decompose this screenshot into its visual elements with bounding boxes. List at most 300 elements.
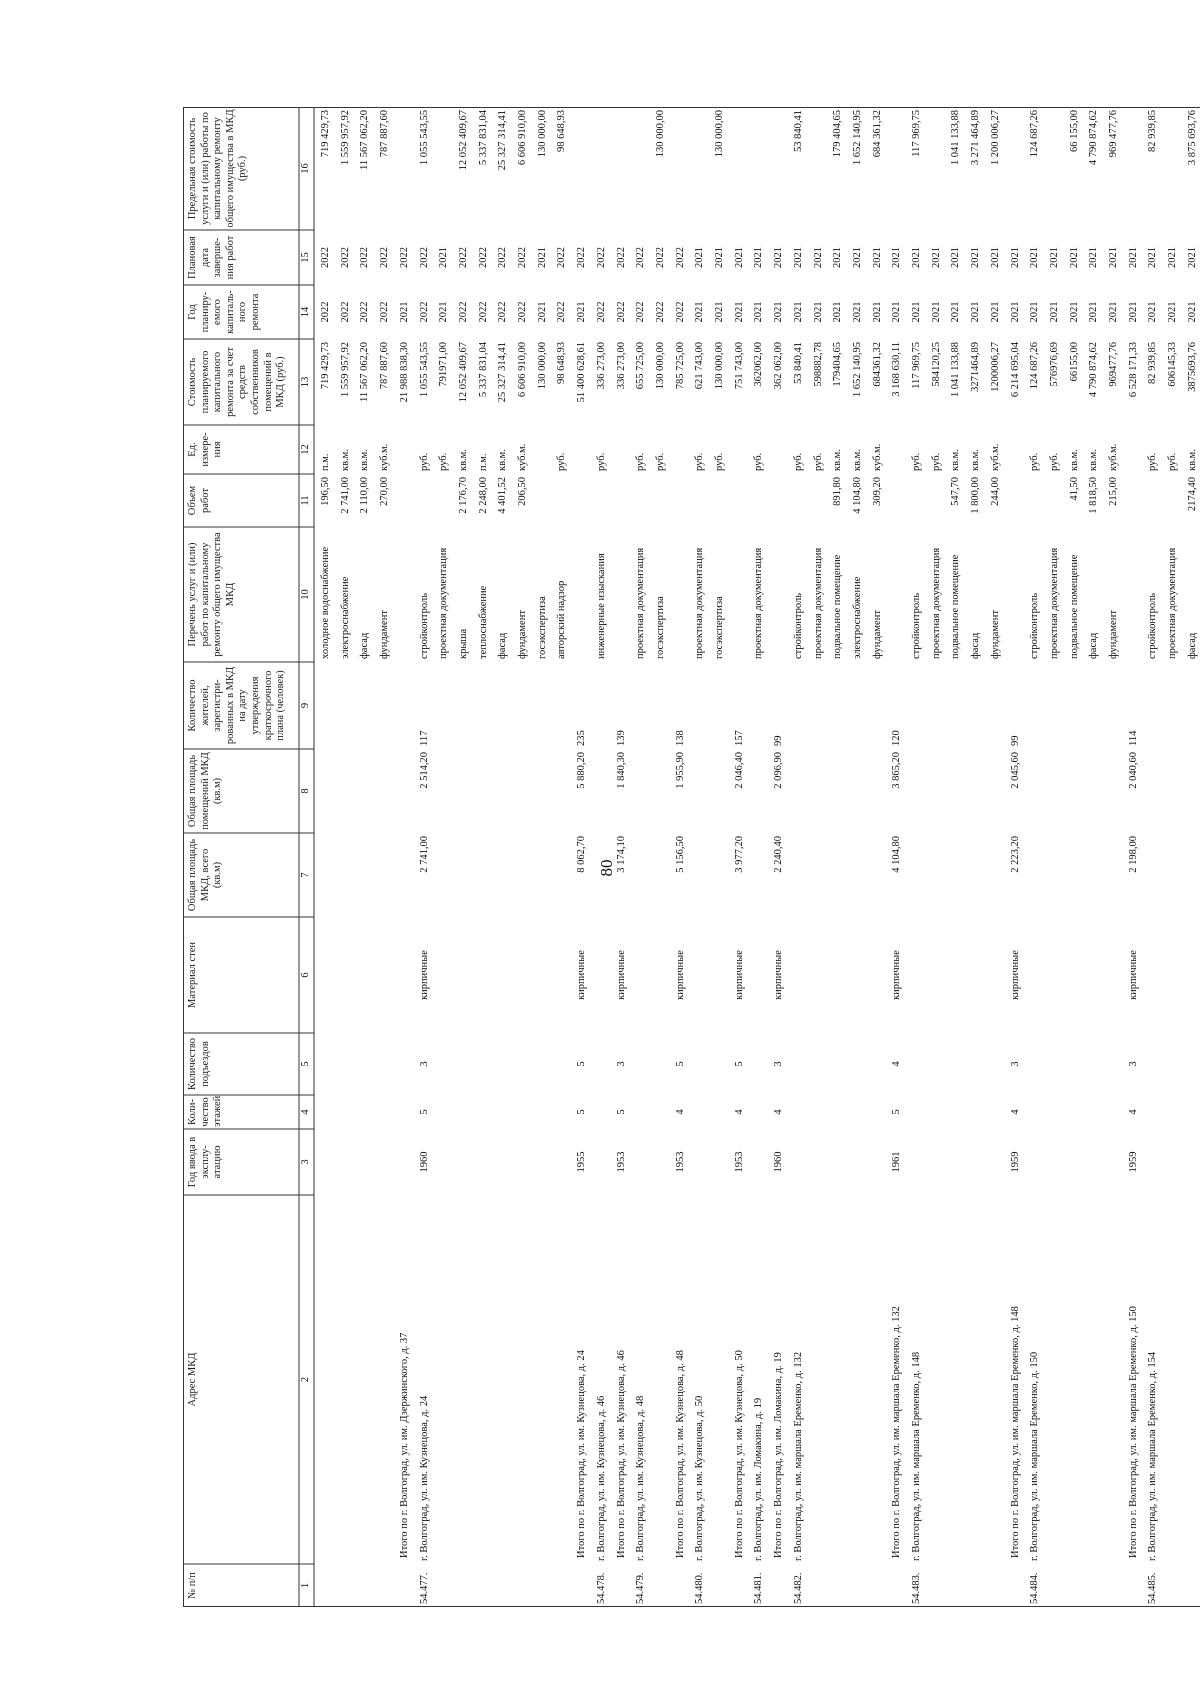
table-cell: 1200006,27 <box>989 342 1001 392</box>
column-header: Ед. измере-ния <box>187 432 224 467</box>
address-cell: г. Волгоград, ул. им. Ломакина, д. 19 <box>753 1397 765 1561</box>
table-cell: госэкспертиза <box>714 596 725 659</box>
table-cell: 3875693,76 <box>1186 342 1198 392</box>
table-cell: 130 000,00 <box>536 110 548 158</box>
table-cell: 2021 <box>832 301 844 323</box>
table-cell: 2021 <box>1147 301 1159 323</box>
table-cell: 54.483. <box>911 1572 922 1604</box>
rotated-table-sheet <box>183 107 1200 1607</box>
table-cell: 1960 <box>418 1151 430 1173</box>
column-header: Общая площадь МКД, всего (кв.м) <box>187 838 224 912</box>
table-cell: 2 741,00 <box>339 477 351 514</box>
table-cell: 2022 <box>359 247 371 268</box>
table-cell: 2021 <box>773 301 785 323</box>
table-cell: 2 096,90 <box>773 752 785 789</box>
table-cell: 2021 <box>1068 247 1080 268</box>
table-cell: 130 000,00 <box>654 110 666 158</box>
table-cell: куб.м. <box>871 443 883 471</box>
table-cell: 2021 <box>1108 247 1119 268</box>
table-cell: 2021 <box>891 301 903 323</box>
column-header: Стоимость планируемого капитального ремонта за счет средств собственников помещений в МКД (руб.) <box>187 347 287 417</box>
table-cell: 2021 <box>911 247 922 268</box>
column-header: Количество жителей, зарегистри-рованных в МКД на дату утверждения краткосрочного плана (человек) <box>187 666 287 745</box>
column-header: Год ввода в эксплу-атацию <box>187 1136 224 1188</box>
table-cell: 2022 <box>556 301 568 323</box>
table-cell: 584120,25 <box>930 342 942 387</box>
table-cell: куб.м. <box>379 443 391 471</box>
table-cell: 2021 <box>1127 247 1139 268</box>
table-cell: кв.м. <box>970 449 982 471</box>
table-cell: 2021 <box>792 247 804 268</box>
address-cell: г. Волгоград, ул. им. Кузнецова, д. 50 <box>694 1395 706 1561</box>
table-cell: 2021 <box>1186 247 1198 268</box>
table-cell: теплоснабжение <box>477 585 489 659</box>
table-cell: 2022 <box>576 247 588 268</box>
table-cell: 2022 <box>339 247 351 268</box>
address-cell: г. Волгоград, ул. им. Кузнецова, д. 46 <box>595 1395 607 1561</box>
address-cell: Итого по г. Волгоград, ул. им. Кузнецова, д. 24 <box>576 1350 588 1558</box>
table-grid <box>183 107 1200 1607</box>
table-cell: кирпичные <box>418 950 430 1000</box>
table-cell: фасад <box>1088 632 1100 659</box>
column-header: Количество подъездов <box>187 1037 211 1091</box>
table-cell: 2021 <box>950 247 962 268</box>
table-cell: 3 977,20 <box>733 836 745 873</box>
table-cell: 1 955,90 <box>674 752 686 789</box>
table-cell: руб. <box>753 452 765 471</box>
table-cell: 2 110,00 <box>359 477 371 514</box>
table-cell: 4 <box>733 1109 745 1115</box>
table-cell: кв.м. <box>339 449 351 471</box>
column-number: 8 <box>300 788 311 794</box>
table-cell: кв.м. <box>1186 449 1198 471</box>
table-cell: 2022 <box>418 301 430 323</box>
table-cell: 1953 <box>615 1151 627 1173</box>
table-cell: 130 000,00 <box>714 342 725 390</box>
table-cell: 1 200 006,27 <box>989 110 1001 166</box>
column-header: Предельная стоимость услуги и (или) работы по капитальному ремонту общего имущества в МКД (руб.) <box>187 109 249 228</box>
table-cell: 2 223,20 <box>1009 836 1021 873</box>
table-cell: 130 000,00 <box>654 342 666 390</box>
table-cell: 2021 <box>989 247 1001 268</box>
table-cell: 54.485. <box>1147 1572 1159 1604</box>
table-cell: 2021 <box>970 247 982 268</box>
table-cell: 2021 <box>871 301 883 323</box>
table-cell: 2022 <box>320 247 331 268</box>
table-cell: электроснабжение <box>339 576 351 659</box>
table-cell: 2 176,70 <box>457 477 469 514</box>
table-cell: 2021 <box>438 301 450 323</box>
table-cell: руб. <box>1147 452 1159 471</box>
table-cell: проектная документация <box>694 547 706 659</box>
table-cell: 3 271 464,89 <box>970 110 982 166</box>
table-cell: 2022 <box>457 301 469 323</box>
table-cell: 138 <box>674 730 686 746</box>
table-cell: 791971,00 <box>438 342 450 387</box>
table-cell: куб.м. <box>1108 443 1119 471</box>
column-number: 12 <box>300 444 311 455</box>
table-cell: проектная документация <box>1167 547 1179 659</box>
table-cell: фундамент <box>989 610 1001 659</box>
table-cell: 2021 <box>398 301 410 323</box>
table-cell: 336 273,00 <box>595 342 607 390</box>
table-cell: 235 <box>576 730 588 746</box>
table-cell: 2022 <box>517 247 528 268</box>
table-cell: 5 337 831,04 <box>477 342 489 398</box>
table-cell: руб. <box>556 452 568 471</box>
table-cell: 309,20 <box>871 477 883 506</box>
table-cell: 3 <box>1127 1061 1139 1067</box>
table-cell: 2022 <box>595 247 607 268</box>
table-cell: 124 687,26 <box>1029 342 1041 390</box>
table-cell: проектная документация <box>1048 547 1060 659</box>
table-cell: 54.477. <box>418 1572 430 1604</box>
table-cell: 598882,78 <box>812 342 824 387</box>
table-cell: 82 939,85 <box>1147 342 1159 384</box>
table-cell: 2021 <box>812 247 824 268</box>
table-cell: 1 840,30 <box>615 752 627 789</box>
table-cell: 2022 <box>674 301 686 323</box>
table-cell: 99 <box>1009 735 1021 746</box>
address-cell: Итого по г. Волгоград, ул. им. Кузнецова, д. 46 <box>615 1350 627 1558</box>
table-cell: 362062,00 <box>753 342 765 387</box>
column-header: Адрес МКД <box>187 1352 198 1407</box>
table-cell: 2021 <box>1167 301 1179 323</box>
table-cell: 11 567 062,20 <box>359 110 371 170</box>
table-cell: 547,70 <box>950 477 962 506</box>
table-cell: 719 429,73 <box>320 110 331 158</box>
table-cell: фасад <box>359 632 371 659</box>
column-header: № п/п <box>187 1572 198 1599</box>
table-cell: 215,00 <box>1108 477 1119 506</box>
table-cell: фундамент <box>517 610 528 659</box>
table-cell: руб. <box>812 452 824 471</box>
table-cell: 5 <box>674 1061 686 1067</box>
column-header: Год планиру-емого капиталь-ного ремонта <box>187 290 261 334</box>
table-cell: 719 429,73 <box>320 342 331 390</box>
table-cell: 785 725,00 <box>674 342 686 390</box>
table-cell: 99 <box>773 735 785 746</box>
table-cell: 3 <box>615 1061 627 1067</box>
table-cell: 157 <box>733 730 745 746</box>
table-cell: 41,50 <box>1068 477 1080 501</box>
table-cell: 4 <box>1009 1109 1021 1115</box>
table-cell: кв.м. <box>950 449 962 471</box>
table-cell: кирпичные <box>733 950 745 1000</box>
column-number: 16 <box>300 163 311 174</box>
table-cell: стройконтроль <box>792 592 804 659</box>
table-cell: 2021 <box>536 247 548 268</box>
table-cell: 270,00 <box>379 477 391 506</box>
table-cell: руб. <box>1167 452 1179 471</box>
column-number: 5 <box>300 1061 311 1067</box>
table-cell: кирпичные <box>674 950 686 1000</box>
table-cell: 5 880,20 <box>576 752 588 789</box>
table-cell: госэкспертиза <box>536 596 548 659</box>
table-cell: 684 361,32 <box>871 110 883 158</box>
column-header: Материал стен <box>187 942 198 1008</box>
table-cell: 4 <box>891 1061 903 1067</box>
table-cell: 2021 <box>911 301 922 323</box>
table-cell: 2022 <box>418 247 430 268</box>
table-cell: 5 <box>576 1109 588 1115</box>
table-cell: кв.м. <box>1068 449 1080 471</box>
column-number: 7 <box>300 872 311 878</box>
column-header: Коли-чество этажей <box>187 1095 224 1127</box>
table-cell: 362 062,00 <box>773 342 785 390</box>
table-cell: 2 514,20 <box>418 752 430 789</box>
table-cell: 1959 <box>1009 1151 1021 1173</box>
table-cell: кв.м. <box>359 449 371 471</box>
table-cell: кирпичные <box>1009 950 1021 1000</box>
table-cell: 66155,00 <box>1068 342 1080 382</box>
table-cell: 54.478. <box>595 1572 607 1604</box>
table-cell: 2021 <box>970 301 982 323</box>
table-cell: кирпичные <box>1127 950 1139 1000</box>
table-cell: 1953 <box>733 1151 745 1173</box>
table-cell: руб. <box>635 452 647 471</box>
table-cell: 2 045,60 <box>1009 752 1021 789</box>
table-cell: проектная документация <box>438 547 450 659</box>
table-cell: 2021 <box>851 301 863 323</box>
table-cell: 2021 <box>891 247 903 268</box>
table-cell: 2021 <box>1029 301 1041 323</box>
table-cell: 2022 <box>674 247 686 268</box>
table-cell: 576976,69 <box>1048 342 1060 387</box>
table-cell: 2021 <box>989 301 1001 323</box>
table-cell: 2021 <box>1009 301 1021 323</box>
table-cell: 2021 <box>930 247 942 268</box>
table-cell: 66 155,00 <box>1068 110 1080 152</box>
table-cell: 117 969,75 <box>911 342 922 389</box>
table-cell: куб.м. <box>517 443 528 471</box>
table-cell: руб. <box>911 452 922 471</box>
table-cell: 130 000,00 <box>536 342 548 390</box>
table-cell: 2022 <box>595 301 607 323</box>
table-cell: 969477,76 <box>1108 342 1119 387</box>
table-cell: 1955 <box>576 1151 588 1173</box>
table-cell: 2022 <box>379 301 391 323</box>
table-cell: кв.м. <box>497 449 509 471</box>
table-cell: стройконтроль <box>911 592 922 659</box>
table-cell: 6 214 695,04 <box>1009 342 1021 398</box>
table-cell: 54.480. <box>694 1572 706 1604</box>
table-cell: 120 <box>891 730 903 746</box>
table-cell: 21 988 838,30 <box>398 342 410 403</box>
table-cell: 5 <box>418 1109 430 1115</box>
table-cell: 2022 <box>497 301 509 323</box>
table-cell: руб. <box>1048 452 1060 471</box>
table-cell: 2 198,00 <box>1127 836 1139 873</box>
table-cell: кв.м. <box>457 449 469 471</box>
table-cell: руб. <box>792 452 804 471</box>
table-cell: проектная документация <box>812 547 824 659</box>
address-cell: г. Волгоград, ул. им. маршала Еременко, д. 154 <box>1147 1351 1159 1561</box>
table-cell: 2021 <box>438 247 450 268</box>
table-cell: 25 327 314,41 <box>497 342 509 403</box>
table-cell: 1960 <box>773 1151 785 1173</box>
table-cell: 1 800,00 <box>970 477 982 514</box>
table-cell: 2021 <box>694 301 706 323</box>
table-cell: 1 652 140,95 <box>851 110 863 166</box>
table-cell: 12 052 409,67 <box>457 110 469 171</box>
table-cell: 4 <box>773 1109 785 1115</box>
table-cell: 2021 <box>773 247 785 268</box>
table-cell: 11 567 062,20 <box>359 342 371 402</box>
table-cell: фундамент <box>379 610 391 659</box>
table-cell: 2022 <box>635 301 647 323</box>
table-cell: фундамент <box>871 610 883 659</box>
table-cell: стройконтроль <box>1029 592 1041 659</box>
table-cell: 2021 <box>1088 247 1100 268</box>
table-cell: 2021 <box>1048 301 1060 323</box>
table-cell: руб. <box>714 452 725 471</box>
table-cell: 6 528 171,33 <box>1127 342 1139 398</box>
table-cell: 2021 <box>714 301 725 323</box>
table-cell: 336 273,00 <box>615 342 627 390</box>
address-cell: г. Волгоград, ул. им. маршала Еременко, д. 132 <box>792 1351 804 1561</box>
table-cell: руб. <box>1029 452 1041 471</box>
table-cell: 606145,33 <box>1167 342 1179 387</box>
column-number: 10 <box>300 589 311 600</box>
address-cell: г. Волгоград, ул. им. Кузнецова, д. 48 <box>635 1395 647 1561</box>
column-number: 9 <box>300 702 311 709</box>
table-cell: 2 240,40 <box>773 836 785 873</box>
table-cell: 139 <box>615 730 627 746</box>
table-cell: холодное водоснабжение <box>320 546 331 659</box>
table-cell: 53 840,41 <box>792 110 804 152</box>
table-cell: 2022 <box>556 247 568 268</box>
table-cell: 4 104,80 <box>851 477 863 514</box>
table-cell: проектная документация <box>635 547 647 659</box>
table-cell: 2022 <box>654 301 666 323</box>
column-number: 14 <box>300 306 311 318</box>
table-cell: 12 052 409,67 <box>457 342 469 403</box>
table-cell: руб. <box>654 452 666 471</box>
table-cell: 2021 <box>1186 301 1198 323</box>
table-cell: кв.м. <box>832 449 844 471</box>
table-cell: 1961 <box>891 1151 903 1173</box>
table-cell: стройконтроль <box>1147 592 1159 659</box>
table-cell: 2021 <box>1029 247 1041 268</box>
table-cell: кирпичные <box>891 950 903 1000</box>
table-cell: 25 327 314,41 <box>497 110 509 171</box>
table-cell: 5 156,50 <box>674 836 686 873</box>
table-cell: 5 <box>733 1061 745 1067</box>
table-cell: 51 400 628,61 <box>576 342 588 403</box>
table-cell: фасад <box>970 632 982 659</box>
table-cell: 244,00 <box>989 477 1001 506</box>
table-cell: руб. <box>438 452 450 471</box>
table-cell: фасад <box>1186 632 1198 659</box>
table-cell: 179404,65 <box>832 342 844 387</box>
table-cell: 124 687,26 <box>1029 110 1041 158</box>
table-cell: 2021 <box>1009 247 1021 268</box>
table-cell: кирпичные <box>576 950 588 1000</box>
table-cell: 2021 <box>733 247 745 268</box>
table-cell: 2022 <box>379 247 391 268</box>
table-cell: 2022 <box>635 247 647 268</box>
table-cell: крыша <box>457 628 469 659</box>
table-cell: 1 559 957,92 <box>339 110 351 166</box>
table-cell: 8 062,70 <box>576 836 588 873</box>
column-number: 13 <box>300 376 311 388</box>
table-cell: 2022 <box>457 247 469 268</box>
column-number: 4 <box>300 1109 311 1115</box>
table-cell: 5 <box>576 1061 588 1067</box>
table-cell: фасад <box>497 632 509 659</box>
table-cell: 53 840,41 <box>792 342 804 384</box>
table-cell: 114 <box>1127 730 1139 746</box>
table-cell: 6 606 910,00 <box>517 342 528 398</box>
column-number: 15 <box>300 252 311 263</box>
table-cell: 2021 <box>871 247 883 268</box>
table-cell: 179 404,65 <box>832 110 844 158</box>
table-cell: руб. <box>418 452 430 471</box>
table-cell: кирпичные <box>773 950 785 1000</box>
table-cell: 54.481. <box>753 1572 765 1604</box>
table-cell: 2021 <box>694 247 706 268</box>
table-cell: 4 <box>1127 1109 1139 1115</box>
table-cell: 1959 <box>1127 1151 1139 1173</box>
table-cell: 1953 <box>674 1151 686 1173</box>
table-cell: 1 652 140,95 <box>851 342 863 398</box>
table-cell: 54.482. <box>792 1572 804 1604</box>
table-cell: 2021 <box>1088 301 1100 323</box>
table-cell: 2021 <box>851 247 863 268</box>
table-cell: 2022 <box>359 301 371 323</box>
page-number: 80 <box>597 859 616 877</box>
table-cell: 54.479. <box>635 1572 647 1604</box>
table-cell: 2021 <box>753 247 765 268</box>
table-cell: 3 875 693,76 <box>1186 110 1198 166</box>
address-cell: Итого по г. Волгоград, ул. им. Дзержинского, д. 37 <box>398 1332 410 1558</box>
address-cell: Итого по г. Волгоград, ул. им. Кузнецова, д. 50 <box>733 1350 745 1558</box>
column-number: 3 <box>300 1159 311 1165</box>
address-cell: г. Волгоград, ул. им. Кузнецова, д. 24 <box>418 1395 430 1561</box>
table-cell: руб. <box>694 452 706 471</box>
table-cell: 2022 <box>615 301 627 323</box>
table-cell: 2021 <box>930 301 942 323</box>
table-cell: 621 743,00 <box>694 342 706 390</box>
table-cell: 3 <box>1009 1061 1021 1067</box>
table-cell: 684361,32 <box>871 342 883 387</box>
table-cell: подвальное помещение <box>950 554 962 659</box>
address-cell: г. Волгоград, ул. им. маршала Еременко, д. 150 <box>1029 1351 1041 1561</box>
table-cell: 2022 <box>398 247 410 268</box>
table-cell: 2021 <box>1167 247 1179 268</box>
table-cell: кв.м. <box>1088 449 1100 471</box>
table-cell: 206,50 <box>517 477 528 506</box>
table-cell: фундамент <box>1108 610 1119 659</box>
table-cell: 2021 <box>576 301 588 323</box>
table-cell: 2021 <box>733 301 745 323</box>
table-cell: 2021 <box>536 301 548 323</box>
table-cell: 54.484. <box>1029 1572 1041 1604</box>
table-cell: 2022 <box>477 301 489 323</box>
table-cell: п.м. <box>320 453 331 471</box>
table-cell: 2021 <box>832 247 844 268</box>
table-cell: 2 046,40 <box>733 752 745 789</box>
table-cell: 1 041 133,88 <box>950 342 962 398</box>
table-cell: 196,50 <box>320 477 331 506</box>
table-cell: 2021 <box>1048 247 1060 268</box>
table-cell: 2021 <box>1068 301 1080 323</box>
table-cell: 1 818,50 <box>1088 477 1100 514</box>
table-cell: 4 104,80 <box>891 836 903 873</box>
table-cell: 969 477,76 <box>1108 110 1119 158</box>
table-cell: 1 055 543,55 <box>418 342 430 398</box>
